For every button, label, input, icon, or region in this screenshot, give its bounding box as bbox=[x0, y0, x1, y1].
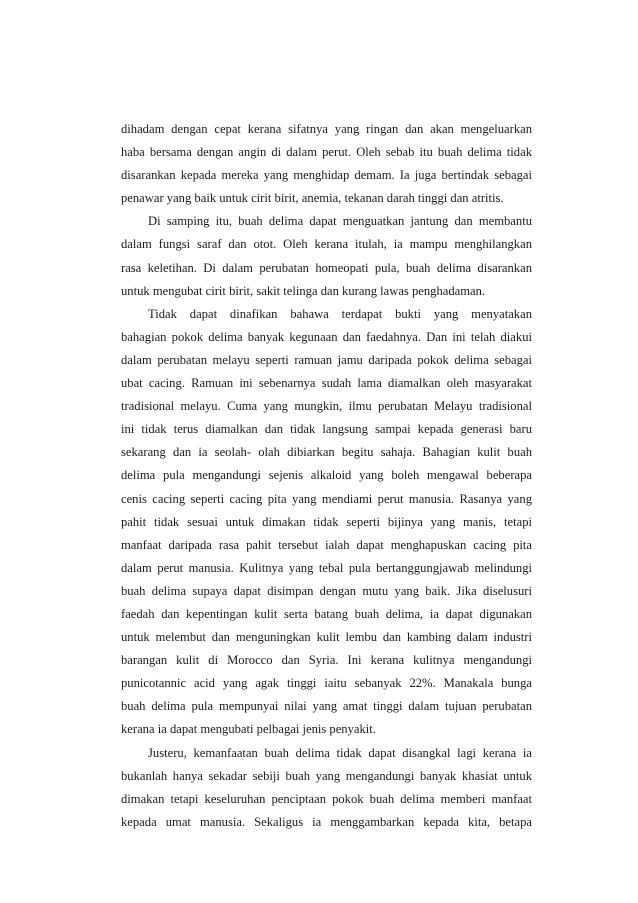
text-line: ubat cacing. Ramuan ini sebenarnya sudah lama diamalkan oleh masyarakat bbox=[121, 376, 532, 391]
text-line: dihadam dengan cepat kerana sifatnya yang ringan dan akan mengeluarkan bbox=[121, 122, 532, 136]
text-line: Di samping itu, buah delima dapat menguatkan jantung dan membantu bbox=[148, 214, 532, 229]
text-line: buah delima supaya dapat disimpan dengan mutu yang baik. Jika diselusuri bbox=[121, 583, 532, 598]
text-line: kepada umat manusia. Sekaligus ia menggambarkan kepada kita, betapa bbox=[121, 814, 532, 829]
text-line: ini tidak terus diamalkan dan tidak langsung sampai kepada generasi baru bbox=[121, 422, 532, 437]
text-line: buah delima pula mempunyai nilai yang amat tinggi dalam tujuan perubatan bbox=[121, 699, 532, 714]
text-line: untuk mengubat cirit birit, sakit telinga dan kurang lawas penghadaman. bbox=[121, 283, 486, 298]
text-line: haba bersama dengan angin di dalam perut. Oleh sebab itu buah delima tidak bbox=[121, 145, 532, 160]
text-line: punicotannic acid yang agak tinggi iaitu sebanyak 22%. Manakala bunga bbox=[121, 676, 532, 691]
text-line: dalam perut manusia. Kulitnya yang tebal pula bertanggungjawab melindungi bbox=[121, 560, 532, 575]
text-line: Tidak dapat dinafikan bahawa terdapat bukti yang menyatakan bbox=[148, 306, 532, 321]
text-line: manfaat daripada rasa pahit tersebut ialah dapat menghapuskan cacing pita bbox=[121, 537, 532, 552]
text-line: delima pula mengandungi sejenis alkaloid yang boleh mengawal beberapa bbox=[121, 468, 532, 483]
text-line: cenis cacing seperti cacing pita yang mendiami perut manusia. Rasanya yang bbox=[121, 491, 532, 506]
text-line: dimakan tetapi keseluruhan penciptaan pokok buah delima memberi manfaat bbox=[121, 791, 532, 806]
text-line: tradisional melayu. Cuma yang mungkin, ilmu perubatan Melayu tradisional bbox=[121, 399, 532, 414]
text-line: disarankan kepada mereka yang menghidap demam. Ia juga bertindak sebagai bbox=[121, 168, 532, 183]
text-line: untuk melembut dan menguningkan kulit lembu dan kambing dalam industri bbox=[121, 630, 532, 645]
text-line: bahagian pokok delima banyak kegunaan dan faedahnya. Dan ini telah diakui bbox=[121, 329, 532, 344]
text-line: dalam perubatan melayu seperti ramuan jamu daripada pokok delima sebagai bbox=[121, 352, 532, 367]
text-line: pahit tidak sesuai untuk dimakan tidak seperti bijinya yang manis, tetapi bbox=[121, 514, 532, 529]
text-line: rasa keletihan. Di dalam perubatan homeopati pula, buah delima disarankan bbox=[121, 260, 532, 275]
text-line: bukanlah hanya sekadar sebiji buah yang mengandungi banyak khasiat untuk bbox=[121, 768, 532, 783]
body-text bbox=[121, 118, 532, 834]
text-line: Justeru, kemanfaatan buah delima tidak dapat disangkal lagi kerana ia bbox=[148, 745, 532, 760]
text-line: kerana ia dapat mengubati pelbagai jenis penyakit. bbox=[121, 722, 376, 737]
text-line: dalam fungsi saraf dan otot. Oleh kerana itulah, ia mampu menghilangkan bbox=[121, 237, 532, 252]
text-line: barangan kulit di Morocco dan Syria. Ini kerana kulitnya mengandungi bbox=[121, 653, 532, 668]
text-line: sekarang dan ia seolah- olah dibiarkan begitu sahaja. Bahagian kulit buah bbox=[121, 445, 532, 460]
text-line: faedah dan kepentingan kulit serta batang buah delima, ia dapat digunakan bbox=[121, 606, 532, 621]
text-line: penawar yang baik untuk cirit birit, anemia, tekanan darah tinggi dan atritis. bbox=[121, 191, 504, 206]
